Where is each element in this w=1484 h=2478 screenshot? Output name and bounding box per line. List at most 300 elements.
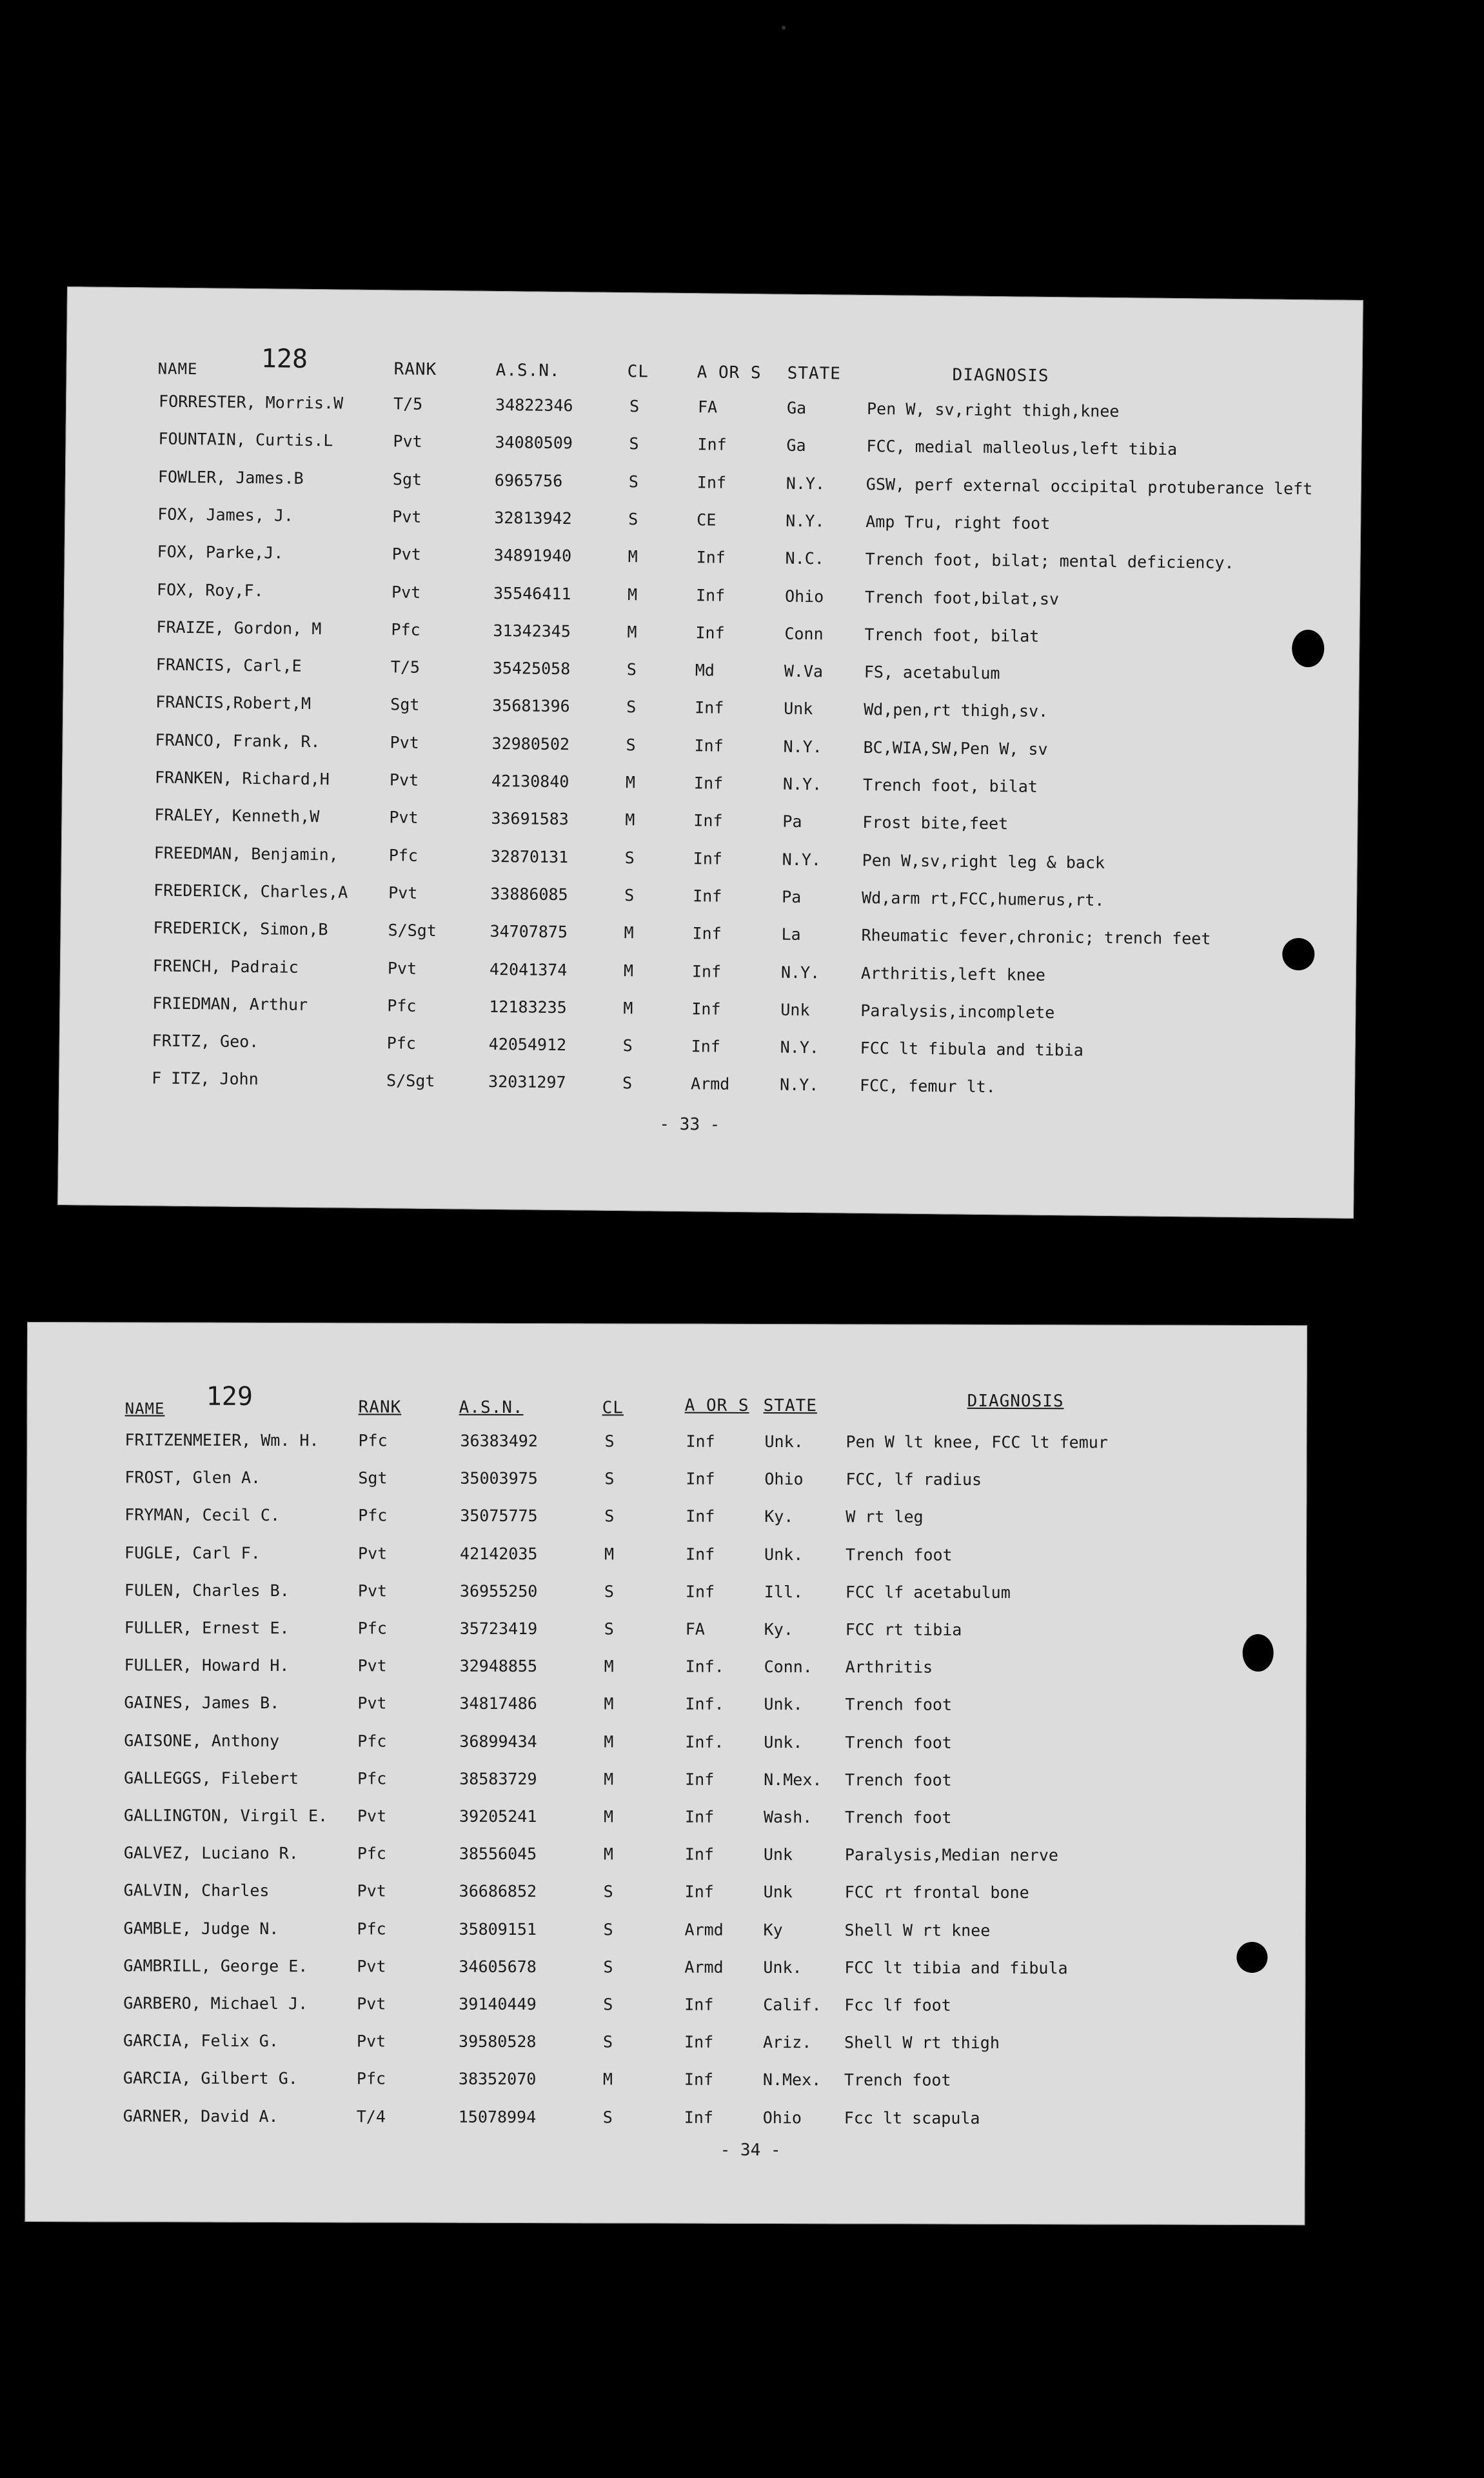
cell-cl: M	[604, 1770, 614, 1789]
cell-aors: Inf	[692, 924, 722, 943]
cell-name: FRALEY, Kenneth,W	[154, 805, 320, 826]
cell-diag: Wd,arm rt,FCC,humerus,rt.	[861, 888, 1105, 910]
cell-state: N.Y.	[786, 511, 825, 531]
record-row	[60, 917, 1356, 957]
cell-name: FOWLER, James.B	[157, 467, 304, 488]
cell-aors: Inf	[684, 2032, 714, 2052]
cell-cl: S	[624, 848, 635, 867]
header-aors: A OR S	[684, 1395, 749, 1415]
cell-name: FRANKEN, Richard,H	[154, 768, 330, 789]
cell-cl: M	[627, 585, 638, 604]
cell-cl: S	[624, 885, 635, 905]
cell-rank: Sgt	[358, 1468, 388, 1488]
cell-diag: GSW, perf external occipital protuberance left	[866, 474, 1313, 498]
cell-state: Unk	[763, 1883, 793, 1902]
cell-name: FORRESTER, Morris.W	[158, 392, 344, 413]
cell-diag: FCC, medial malleolus,left tibia	[866, 437, 1178, 459]
cell-asn: 35075775	[460, 1506, 538, 1526]
header-diagnosis: DIAGNOSIS	[967, 1391, 1064, 1412]
cell-state: Ohio	[762, 2108, 802, 2127]
cell-cl: S	[604, 1432, 615, 1451]
cell-cl: M	[604, 1694, 614, 1714]
record-row	[26, 1430, 1307, 1459]
cell-aors: Inf	[684, 2108, 713, 2127]
cell-cl: M	[602, 2070, 613, 2089]
cell-aors: Inf	[691, 961, 722, 981]
record-row	[64, 541, 1360, 581]
cell-aors: Inf	[684, 1995, 714, 2014]
cell-asn: 15078994	[458, 2107, 537, 2126]
record-row	[25, 1956, 1305, 1985]
cell-cl: S	[604, 1506, 615, 1526]
cell-state: Conn	[784, 624, 824, 644]
cell-name: GALLEGGS, Filebert	[124, 1768, 299, 1788]
record-row	[26, 1731, 1306, 1760]
cell-diag: Trench foot	[845, 1695, 953, 1715]
cell-state: Ky	[763, 1920, 783, 1939]
record-row	[61, 804, 1358, 844]
cell-diag: Trench foot, bilat	[862, 775, 1038, 796]
cell-rank: Pvt	[357, 1994, 386, 2013]
page-number: 129	[206, 1381, 253, 1412]
cell-cl: S	[626, 697, 637, 717]
record-row	[26, 1581, 1307, 1610]
cell-state: Ga	[786, 398, 807, 418]
cell-state: Unk	[784, 699, 813, 719]
cell-cl: M	[604, 1657, 614, 1676]
record-row	[64, 504, 1361, 543]
cell-aors: Inf.	[685, 1695, 724, 1714]
cell-diag: FS, acetabulum	[864, 663, 1000, 683]
cell-aors: Inf	[691, 1037, 721, 1056]
cell-diag: Pen W lt knee, FCC lt femur	[846, 1432, 1108, 1452]
cell-state: N.Y.	[779, 1075, 819, 1095]
cell-rank: Pvt	[357, 1581, 388, 1601]
record-row	[25, 2031, 1305, 2060]
record-row	[26, 1505, 1307, 1534]
cell-name: FULEN, Charles B.	[124, 1581, 290, 1600]
cell-aors: Inf	[686, 1507, 715, 1526]
cell-name: FRAIZE, Gordon, M	[156, 617, 322, 638]
cell-state: Pa	[782, 812, 802, 832]
cell-asn: 39205241	[459, 1806, 537, 1826]
cell-asn: 38352070	[458, 2070, 537, 2089]
cell-asn: 42054912	[488, 1035, 567, 1055]
cell-state: N.Mex.	[764, 1770, 822, 1790]
cell-rank: S/Sgt	[386, 1071, 435, 1091]
cell-state: La	[781, 924, 801, 944]
cell-asn: 35681396	[492, 696, 570, 716]
record-row	[59, 1068, 1355, 1107]
record-row	[62, 730, 1358, 769]
cell-cl: M	[603, 1844, 613, 1864]
cell-state: N.Y.	[786, 474, 826, 493]
cell-cl: M	[603, 1807, 614, 1826]
records-list	[66, 391, 1362, 1097]
cell-state: Ga	[786, 435, 806, 455]
record-row	[26, 1655, 1307, 1684]
cell-state: N.Y.	[780, 963, 820, 982]
cell-asn: 35425058	[492, 659, 571, 679]
header-asn: A.S.N.	[459, 1397, 524, 1418]
cell-diag: Frost bite,feet	[862, 813, 1009, 834]
cell-aors: Inf	[684, 1883, 714, 1902]
cell-rank: Pfc	[357, 1731, 387, 1751]
record-row	[26, 1806, 1306, 1835]
cell-rank: Pfc	[391, 620, 420, 639]
cell-name: GAINES, James B.	[124, 1693, 280, 1713]
cell-name: FULLER, Howard H.	[124, 1655, 290, 1675]
cell-cl: M	[624, 923, 634, 943]
cell-aors: Inf	[694, 735, 724, 755]
cell-aors: Inf	[686, 1469, 715, 1488]
cell-name: FRANCIS, Carl,E	[155, 655, 302, 675]
cell-cl: S	[602, 2107, 613, 2126]
cell-cl: S	[603, 1919, 613, 1939]
cell-state: W.Va	[784, 661, 824, 681]
record-row	[26, 1843, 1306, 1872]
cell-asn: 12183235	[489, 997, 567, 1017]
cell-rank: Pfc	[357, 1769, 387, 1788]
cell-rank: Pfc	[386, 1034, 417, 1053]
header-aors: A OR S	[697, 363, 762, 383]
cell-name: FRENCH, Padraic	[152, 955, 299, 977]
cell-aors: Inf	[693, 774, 724, 793]
cell-state: Unk.	[764, 1695, 803, 1714]
cell-diag: Wd,pen,rt thigh,sv.	[864, 700, 1049, 721]
cell-asn: 38556045	[459, 1844, 537, 1864]
cell-cl: M	[604, 1544, 615, 1563]
cell-aors: Md	[695, 661, 715, 680]
header-cl: CL	[602, 1398, 624, 1418]
cell-rank: T/4	[356, 2106, 386, 2126]
cell-rank: Pvt	[357, 1806, 387, 1826]
cell-rank: Pvt	[358, 1543, 388, 1563]
record-row	[25, 2068, 1305, 2097]
cell-cl: S	[622, 1074, 633, 1093]
cell-diag: Arthritis,left knee	[860, 963, 1046, 984]
cell-rank: Pvt	[357, 1656, 387, 1675]
cell-rank: Pvt	[391, 582, 421, 602]
cell-asn: 35723419	[459, 1619, 538, 1639]
cell-aors: Inf	[695, 623, 725, 643]
punch-hole	[1292, 630, 1325, 668]
record-row	[59, 993, 1356, 1032]
record-row	[26, 1693, 1306, 1722]
cell-asn: 32813942	[494, 508, 572, 528]
cell-state: Pa	[782, 887, 802, 906]
record-row	[63, 654, 1360, 694]
cell-rank: Pvt	[390, 732, 419, 752]
cell-diag: Fcc lt scapula	[844, 2108, 980, 2128]
cell-diag: Paralysis,incomplete	[860, 1001, 1055, 1022]
cell-cl: M	[623, 998, 633, 1018]
cell-name: FREDERICK, Simon,B	[153, 918, 328, 939]
cell-diag: FCC, lf radius	[846, 1470, 982, 1490]
header-rank: RANK	[358, 1397, 402, 1417]
cell-rank: Pvt	[357, 2032, 386, 2051]
record-row	[26, 1768, 1306, 1797]
cell-diag: FCC lf acetabulum	[845, 1583, 1011, 1602]
punch-hole	[1236, 1942, 1267, 1973]
cell-aors: Inf	[684, 1844, 715, 1864]
cell-state: N.Y.	[782, 774, 822, 794]
cell-rank: Pfc	[387, 996, 417, 1015]
record-row	[25, 1993, 1305, 2023]
cell-asn: 6965756	[494, 470, 563, 490]
cell-aors: Inf.	[685, 1657, 724, 1677]
cell-state: Conn.	[764, 1657, 813, 1677]
index-card-page-33	[57, 286, 1363, 1219]
cell-aors: Inf	[691, 999, 721, 1019]
cell-diag: FCC rt frontal bone	[844, 1883, 1029, 1903]
cell-name: FRITZ, Geo.	[152, 1031, 259, 1052]
cell-asn: 34707875	[490, 922, 568, 942]
cell-aors: Inf	[686, 1432, 715, 1451]
cell-cl: S	[629, 434, 639, 454]
cell-rank: Pvt	[393, 432, 422, 452]
record-row	[26, 1618, 1307, 1647]
cell-aors: Armd	[684, 1957, 724, 1977]
cell-name: FRITZENMEIER, Wm. H.	[124, 1430, 319, 1450]
cell-diag: Arthritis	[845, 1657, 933, 1677]
cell-name: GAMBRILL, George E.	[123, 1956, 308, 1975]
record-row	[26, 1468, 1307, 1497]
cell-aors: Inf	[684, 1807, 715, 1826]
cell-name: F ITZ, John	[152, 1068, 259, 1089]
cell-aors: Inf	[693, 848, 723, 868]
cell-aors: CE	[697, 510, 717, 530]
cell-name: GALVEZ, Luciano R.	[123, 1843, 299, 1863]
record-row	[63, 617, 1360, 656]
cell-state: Ariz.	[763, 2033, 812, 2052]
cell-cl: S	[604, 1582, 615, 1601]
cell-asn: 35003975	[460, 1468, 538, 1488]
cell-state: Unk.	[763, 1957, 802, 1977]
page-footer: - 34 -	[720, 2140, 781, 2161]
record-row	[65, 466, 1361, 506]
cell-diag: FCC, femur lt.	[859, 1076, 996, 1097]
cell-asn: 32031297	[488, 1072, 566, 1092]
cell-diag: Trench foot, bilat	[864, 624, 1040, 646]
cell-cl: S	[603, 1995, 613, 2014]
record-row	[66, 391, 1362, 430]
cell-name: GALVIN, Charles	[123, 1881, 270, 1901]
cell-cl: S	[626, 735, 636, 754]
punch-hole	[1282, 938, 1315, 971]
punch-hole	[1243, 1634, 1274, 1672]
cell-asn: 42041374	[489, 959, 568, 979]
cell-state: Wash.	[763, 1807, 813, 1827]
cell-rank: Pvt	[389, 808, 419, 828]
cell-asn: 32870131	[490, 846, 569, 866]
cell-state: Unk.	[764, 1432, 804, 1452]
cell-rank: Pfc	[357, 1844, 387, 1863]
cell-asn: 36383492	[460, 1431, 538, 1451]
header-state: STATE	[787, 363, 842, 384]
record-row	[25, 2106, 1305, 2135]
cell-diag: Trench foot	[845, 1770, 952, 1790]
cell-asn: 33691583	[491, 809, 569, 829]
cell-state: Unk	[780, 1000, 810, 1019]
record-row	[64, 579, 1360, 618]
cell-cl: M	[628, 547, 638, 566]
cell-name: FOX, Parke,J.	[157, 542, 284, 563]
cell-cl: S	[628, 472, 639, 491]
record-row	[59, 1030, 1356, 1070]
cell-rank: T/5	[390, 657, 420, 677]
header-asn: A.S.N.	[495, 360, 560, 381]
cell-asn: 39580528	[459, 2032, 537, 2052]
page-footer: - 33 -	[659, 1114, 720, 1135]
cell-rank: Pvt	[357, 1881, 386, 1901]
cell-diag: Pen W, sv,right thigh,knee	[866, 399, 1120, 421]
cell-name: FRYMAN, Cecil C.	[124, 1505, 281, 1525]
cell-name: FROST, Glen A.	[124, 1468, 261, 1488]
cell-cl: S	[604, 1619, 614, 1639]
cell-asn: 34080509	[495, 433, 573, 453]
cell-rank: S/Sgt	[388, 921, 437, 941]
cell-diag: Rheumatic fever,chronic; trench feet	[861, 926, 1211, 948]
cell-aors: Inf	[693, 886, 722, 906]
cell-state: Ohio	[784, 586, 824, 606]
cell-state: Unk	[763, 1845, 793, 1864]
cell-asn: 42130840	[491, 771, 569, 792]
cell-asn: 33886085	[490, 884, 568, 904]
cell-aors: Inf.	[685, 1732, 724, 1752]
cell-aors: Inf	[695, 585, 726, 605]
cell-name: FRIEDMAN, Arthur	[152, 994, 308, 1014]
cell-diag: Trench foot	[844, 1808, 952, 1827]
cell-cl: S	[626, 660, 637, 679]
record-row	[25, 1919, 1305, 1948]
cell-aors: Inf	[686, 1544, 715, 1564]
cell-rank: Pvt	[388, 883, 418, 903]
cell-cl: M	[623, 961, 634, 980]
record-row	[26, 1543, 1307, 1572]
cell-name: FREDERICK, Charles,A	[153, 881, 348, 902]
cell-diag: FCC lt tibia and fibula	[844, 1958, 1068, 1978]
cell-state: Unk.	[764, 1732, 803, 1752]
cell-diag: Trench foot	[844, 2070, 951, 2090]
cell-rank: Sgt	[392, 469, 422, 489]
cell-asn: 36899434	[459, 1732, 537, 1751]
cell-rank: Pvt	[389, 770, 419, 790]
cell-state: Ky.	[764, 1507, 794, 1526]
cell-rank: Pvt	[387, 958, 417, 978]
cell-asn: 35546411	[493, 583, 571, 603]
cell-diag: FCC rt tibia	[845, 1620, 962, 1639]
cell-diag: Trench foot	[845, 1732, 952, 1752]
cell-diag: BC,WIA,SW,Pen W, sv	[863, 737, 1048, 759]
cell-cl: S	[603, 2032, 613, 2052]
cell-state: N.Y.	[783, 737, 822, 756]
cell-asn: 42142035	[460, 1544, 538, 1563]
cell-diag: FCC lt fibula and tibia	[860, 1039, 1084, 1060]
cell-asn: 36686852	[459, 1882, 537, 1901]
record-row	[26, 1881, 1306, 1910]
cell-state: Ohio	[764, 1470, 804, 1489]
cell-asn: 36955250	[459, 1581, 538, 1601]
cell-cl: S	[629, 397, 640, 416]
cell-aors: Inf	[684, 2070, 714, 2090]
cell-diag: W rt leg	[846, 1507, 924, 1527]
cell-aors: Armd	[684, 1920, 724, 1939]
cell-aors: FA	[685, 1619, 705, 1639]
header-name: NAME	[124, 1399, 165, 1418]
cell-rank: Pvt	[357, 1694, 387, 1713]
cell-state: N.Y.	[782, 850, 822, 869]
cell-name: GARCIA, Felix G.	[123, 2031, 279, 2051]
cell-rank: Pfc	[356, 2069, 386, 2088]
cell-name: GARCIA, Gilbert G.	[123, 2068, 298, 2088]
cell-name: FREEDMAN, Benjamin,	[153, 843, 339, 864]
cell-state: Unk.	[764, 1544, 804, 1564]
cell-name: FUGLE, Carl F.	[124, 1543, 261, 1563]
cell-diag: Amp Tru, right foot	[866, 512, 1051, 533]
index-card-page-34	[25, 1322, 1307, 2225]
cell-asn: 32980502	[491, 734, 570, 754]
cell-name: FOX, James, J.	[157, 505, 294, 525]
cell-rank: Pvt	[391, 545, 421, 564]
cell-name: FRANCO, Frank, R.	[155, 730, 321, 751]
cell-asn: 34817486	[459, 1694, 537, 1714]
cell-asn: 34822346	[495, 395, 573, 415]
cell-rank: Pvt	[392, 507, 422, 526]
cell-diag: Trench foot,bilat,sv	[864, 587, 1060, 608]
record-row	[61, 843, 1358, 882]
cell-cl: S	[628, 510, 638, 529]
cell-cl: M	[627, 622, 637, 642]
record-row	[65, 428, 1361, 468]
cell-name: GARNER, David A.	[123, 2106, 279, 2126]
cell-diag: Trench foot, bilat; mental deficiency.	[865, 550, 1234, 573]
cell-diag: Trench foot	[846, 1544, 953, 1564]
cell-cl: M	[625, 810, 635, 830]
cell-aors: Inf	[693, 811, 723, 830]
cell-aors: Inf	[685, 1582, 715, 1601]
records-list	[27, 1430, 1307, 2128]
cell-name: GAISONE, Anthony	[124, 1730, 280, 1750]
cell-state: N.Mex.	[762, 2070, 822, 2090]
cell-state: Calif.	[763, 1995, 822, 2015]
cell-diag: Shell W rt thigh	[844, 2033, 1000, 2053]
cell-cl: M	[604, 1732, 614, 1751]
cell-rank: Pfc	[388, 845, 419, 865]
cell-state: Ill.	[764, 1582, 804, 1601]
cell-rank: Pfc	[357, 1919, 386, 1939]
cell-rank: Pvt	[357, 1957, 386, 1976]
cell-asn: 35809151	[459, 1919, 537, 1939]
header-rank: RANK	[393, 359, 437, 380]
cell-cl: S	[604, 1469, 615, 1488]
cell-aors: Inf	[697, 472, 727, 492]
cell-asn: 34605678	[459, 1957, 537, 1976]
header-state: STATE	[763, 1395, 817, 1416]
cell-aors: FA	[697, 397, 718, 417]
cell-rank: Pfc	[358, 1431, 388, 1450]
cell-name: GAMBLE, Judge N.	[123, 1918, 279, 1938]
cell-cl: M	[625, 773, 636, 792]
cell-diag: Pen W,sv,right leg & back	[862, 850, 1105, 872]
cell-rank: Pfc	[357, 1619, 387, 1638]
cell-aors: Armd	[690, 1074, 730, 1094]
record-row	[61, 880, 1357, 919]
cell-name: FOX, Roy,F.	[156, 579, 264, 600]
cell-rank: Sgt	[390, 695, 420, 715]
header-name: NAME	[157, 359, 198, 379]
header-diagnosis: DIAGNOSIS	[952, 365, 1049, 386]
